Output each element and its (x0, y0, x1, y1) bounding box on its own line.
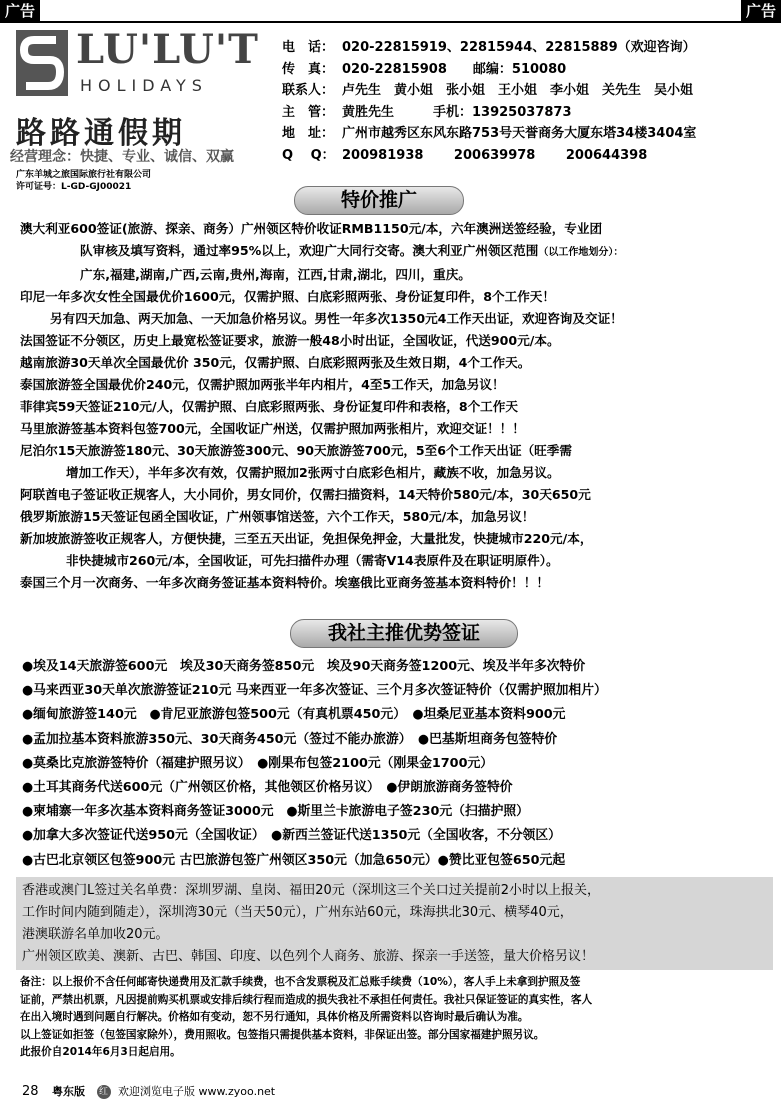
list-item: 增加工作天），半年多次有效，仅需护照加2张两寸白底彩色相片，藏族不收，加急另议。 (66, 465, 560, 480)
company-name: 广东羊城之旅国际旅行社有限公司 (16, 170, 152, 180)
remarks (20, 974, 773, 1062)
logo-s-mark-icon (16, 30, 68, 96)
company-info (16, 169, 151, 193)
list-item: 澳大利亚600签证(旅游、探亲、商务）广州领区特价收证RMB1150元/本，六年澳洲送签经验，专业团 (20, 221, 603, 236)
badge-icon: 红 (97, 1085, 111, 1099)
list-item: 另有四天加急、两天加急、一天加急价格另议。男性一年多次1350元4工作天出证，欢迎咨询及交证！ (50, 311, 623, 326)
visa-list (22, 655, 773, 873)
list-item: 此报价自2014年6月3日起启用。 (20, 1046, 181, 1058)
list-item: 新加坡旅游签收正规客人，方便快捷，三至五天出证，免担保免押金，大量批发，快捷城市220元/本， (20, 531, 593, 546)
list-item: 香港或澳门L签过关名单费：深圳罗湖、皇岗、福田20元（深圳这三个关口过关提前2小时以上报关， (22, 883, 601, 898)
page-number: 28 (22, 1084, 39, 1099)
list-item: ●缅甸旅游签140元 ●肯尼亚旅游包签500元（有真机票450元） ●坦桑尼亚基本资料900元 (22, 707, 566, 723)
hk-macau-info-box (16, 877, 773, 970)
contact-phone: 电 话： 020-22815919、22815944、22815889（欢迎咨询） (282, 40, 696, 55)
list-item: ●柬埔寨一年多次基本资料商务签证3000元 ●斯里兰卡旅游电子签230元（扫描护照） (22, 804, 529, 820)
ad-tag-right: 广告 (741, 0, 781, 22)
logo-brand: LU'LU'T (76, 26, 259, 73)
list-item: 菲律宾59天签证210元/人，仅需护照、白底彩照两张、身份证复印件和表格，8个工作天 (20, 399, 518, 414)
logo-subtitle: HOLIDAYS (80, 76, 208, 95)
logo (10, 26, 260, 165)
list-item: 非快捷城市260元/本，全国收证，可先扫描件办理（需寄V14表原件及在职证明原件）。 (66, 553, 559, 568)
page-footer (22, 1083, 275, 1099)
contact-qq: Q Q： 200981938 200639978 200644398 (282, 147, 648, 163)
list-item: 广东,福建,湖南,广西,云南,贵州,海南，江西,甘肃,湖北，四川，重庆。 (80, 267, 471, 282)
list-item: 备注：以上报价不含任何邮寄快递费用及汇款手续费，也不含发票税及汇总账手续费（10%），客人手上未拿到护照及签 (20, 976, 581, 988)
list-item: 马里旅游签基本资料包签700元，全国收证广州送，仅需护照加两张相片，欢迎交证！！！ (20, 421, 525, 436)
list-item: ●古巴北京领区包签900元 古巴旅游包签广州领区350元（加急650元）●赞比亚包签650元起 (22, 852, 566, 868)
contact-block (282, 37, 773, 167)
ad-tag-left: 广告 (0, 0, 40, 22)
list-item: 工作时间内随到随走），深圳湾30元（当天50元），广州东站60元，珠海拱北30元、横琴40元， (22, 905, 573, 920)
license-number: 许可证号：L-GD-GJ00021 (16, 182, 132, 192)
list-item: 泰国旅游签全国最优价240元，仅需护照加两张半年内相片，4至5工作天，加急另议！ (20, 377, 505, 392)
list-item: 法国签证不分领区，历史上最宽松签证要求，旅游一般48小时出证，全国收证，代送900元/本。 (20, 333, 560, 348)
contact-people: 联系人： 卢先生 黄小姐 张小姐 王小姐 李小姐 关先生 吴小姐 (282, 83, 694, 99)
logo-chinese-name: 路路通假期 (16, 116, 186, 151)
edition-label: 粤东版 (52, 1085, 86, 1098)
list-item: 广州领区欧美、澳新、古巴、韩国、印度、以色列个人商务、旅游、探亲一手送签，量大价格另议！ (22, 949, 595, 964)
list-item: 队审核及填写资料，通过率95%以上，欢迎广大同行交寄。澳大利亚广州领区范围（以工作地划分）： (80, 243, 624, 258)
contact-manager: 主 管： 黄胜先生 手机：13925037873 (282, 104, 572, 120)
header-rule (0, 21, 781, 23)
list-item: ●莫桑比克旅游签特价（福建护照另议） ●刚果布包签2100元（刚果金1700元） (22, 755, 494, 771)
list-item: 证前，严禁出机票，凡因提前购买机票或安排后续行程而造成的损失我社不承担任何责任。我社只保证签证的真实性，客人 (20, 993, 593, 1006)
list-item: ●加拿大多次签证代送950元（全国收证） ●新西兰签证代送1350元（全国收客，不分领区） (22, 828, 561, 844)
footer-text: 欢迎浏览电子版 www.zyoo.net (118, 1085, 276, 1098)
list-item: ●孟加拉基本资料旅游350元、30天商务450元（签过不能办旅游） ●巴基斯坦商务包签特价 (22, 731, 558, 747)
list-item: 越南旅游30天单次全国最优价 350元，仅需护照、白底彩照两张及生效日期，4个工作天。 (20, 355, 531, 370)
list-item: ●埃及14天旅游签600元 埃及30天商务签850元 埃及90天商务签1200元、埃及半年多次特价 (22, 659, 586, 674)
logo-motto: 经营理念：快捷、专业、诚信、双赢 (10, 149, 234, 165)
list-item: 泰国三个月一次商务、一年多次商务签证基本资料特价。埃塞俄比亚商务签基本资料特价！！！ (20, 575, 549, 590)
list-item: 印尼一年多次女性全国最优价1600元，仅需护照、白底彩照两张、身份证复印件，8个工作天！ (20, 289, 555, 304)
list-item: 以上签证如拒签（包签国家除外），费用照收。包签指只需提供基本资料，非保证出签。部分国家福建护照另议。 (20, 1028, 545, 1041)
list-item: 在出入境时遇到问题自行解决。价格如有变动，恕不另行通知，具体价格及所需资料以咨询时最后确认为准。 (20, 1011, 529, 1023)
promo-title: 特价推广 (294, 186, 464, 215)
list-item: 阿联酋电子签证收正规客人，大小同价，男女同价，仅需扫描资料，14天特价580元/本，30天650元 (20, 487, 591, 502)
visas-title: 我社主推优势签证 (290, 619, 518, 648)
promo-list (20, 218, 771, 594)
list-item: 尼泊尔15天旅游签180元、30天旅游签300元、90天旅游签700元，5至6个工作天出证（旺季需 (20, 443, 572, 458)
list-item: 港澳联游名单加收20元。 (22, 927, 169, 942)
list-item: 俄罗斯旅游15天签证包函全国收证，广州领事馆送签，六个工作天，580元/本，加急另议！ (20, 509, 535, 524)
list-item: ●马来西亚30天单次旅游签证210元 马来西亚一年多次签证、三个月多次签证特价（仅需护照加相片） (22, 683, 607, 699)
list-item: ●土耳其商务代送600元（广州领区价格，其他领区价格另议） ●伊朗旅游商务签特价 (22, 780, 513, 796)
contact-address: 地 址： 广州市越秀区东风东路753号天誉商务大厦东塔34楼3404室 (282, 126, 697, 142)
contact-fax: 传 真： 020-22815908 邮编：510080 (282, 61, 567, 77)
